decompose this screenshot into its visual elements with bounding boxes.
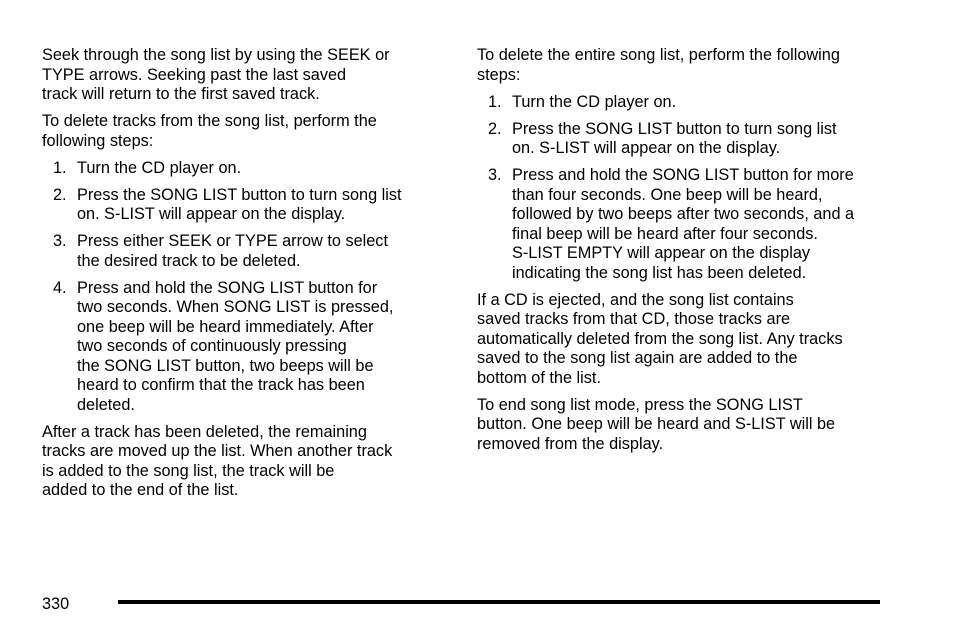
list-item: 2. Press the SONG LIST button to turn song list on. S-LIST will appear on the display. <box>488 119 837 157</box>
list-item: 3. Press and hold the SONG LIST button for more than four seconds. One beep will be heard, followed by two beeps after two seconds, and a final beep will be heard after four seconds. S-LIST EMPTY will appear on the display indicating the song list has been deleted. <box>488 166 855 282</box>
right-column <box>477 46 887 462</box>
step-number: 2. <box>53 185 67 204</box>
delete-tracks-steps <box>42 159 442 416</box>
step-number: 3. <box>53 232 67 250</box>
list-item: 3. Press either SEEK or TYPE arrow to select the desired track to be deleted. <box>53 232 388 270</box>
after-delete-paragraph: After a track has been deleted, the remaining tracks are moved up the list. When another track is added to the song list, the track will be added to the end of the list. <box>42 422 393 499</box>
seek-paragraph: Seek through the song list by using the SEEK or TYPE arrows. Seeking past the last saved track will return to the first saved track. <box>42 46 390 103</box>
list-item: 1. Turn the CD player on. <box>53 158 242 177</box>
page-number: 330 <box>42 595 70 613</box>
step-number: 1. <box>53 158 67 177</box>
list-item: 1. Turn the CD player on. <box>488 92 677 111</box>
step-number: 3. <box>488 166 502 184</box>
delete-tracks-paragraph: To delete tracks from the song list, perform the following steps: <box>42 112 377 150</box>
list-item: 2. Press the SONG LIST button to turn song list on. S-LIST will appear on the display. <box>53 185 402 223</box>
left-column <box>42 46 442 508</box>
end-mode-paragraph: To end song list mode, press the SONG LIST button. One beep will be heard and S-LIST will be removed from the display. <box>477 395 836 453</box>
delete-entire-paragraph: To delete the entire song list, perform the following steps: <box>477 46 840 84</box>
ejected-cd-paragraph: If a CD is ejected, and the song list contains saved tracks from that CD, those tracks are automatically deleted from the song list. Any tracks saved to the song list again are added to the bottom of the list. <box>477 290 843 387</box>
delete-entire-steps <box>477 93 887 284</box>
step-number: 2. <box>488 119 502 138</box>
step-number: 1. <box>488 92 502 111</box>
list-item: 4. Press and hold the SONG LIST button for two seconds. When SONG LIST is pressed, one beep will be heard immediately. After two seconds of continuously pressing the SONG LIST button, two beeps will be heard to confirm that the track has been deleted. <box>53 278 394 414</box>
footer-rule <box>118 600 880 604</box>
step-number: 4. <box>53 278 67 297</box>
